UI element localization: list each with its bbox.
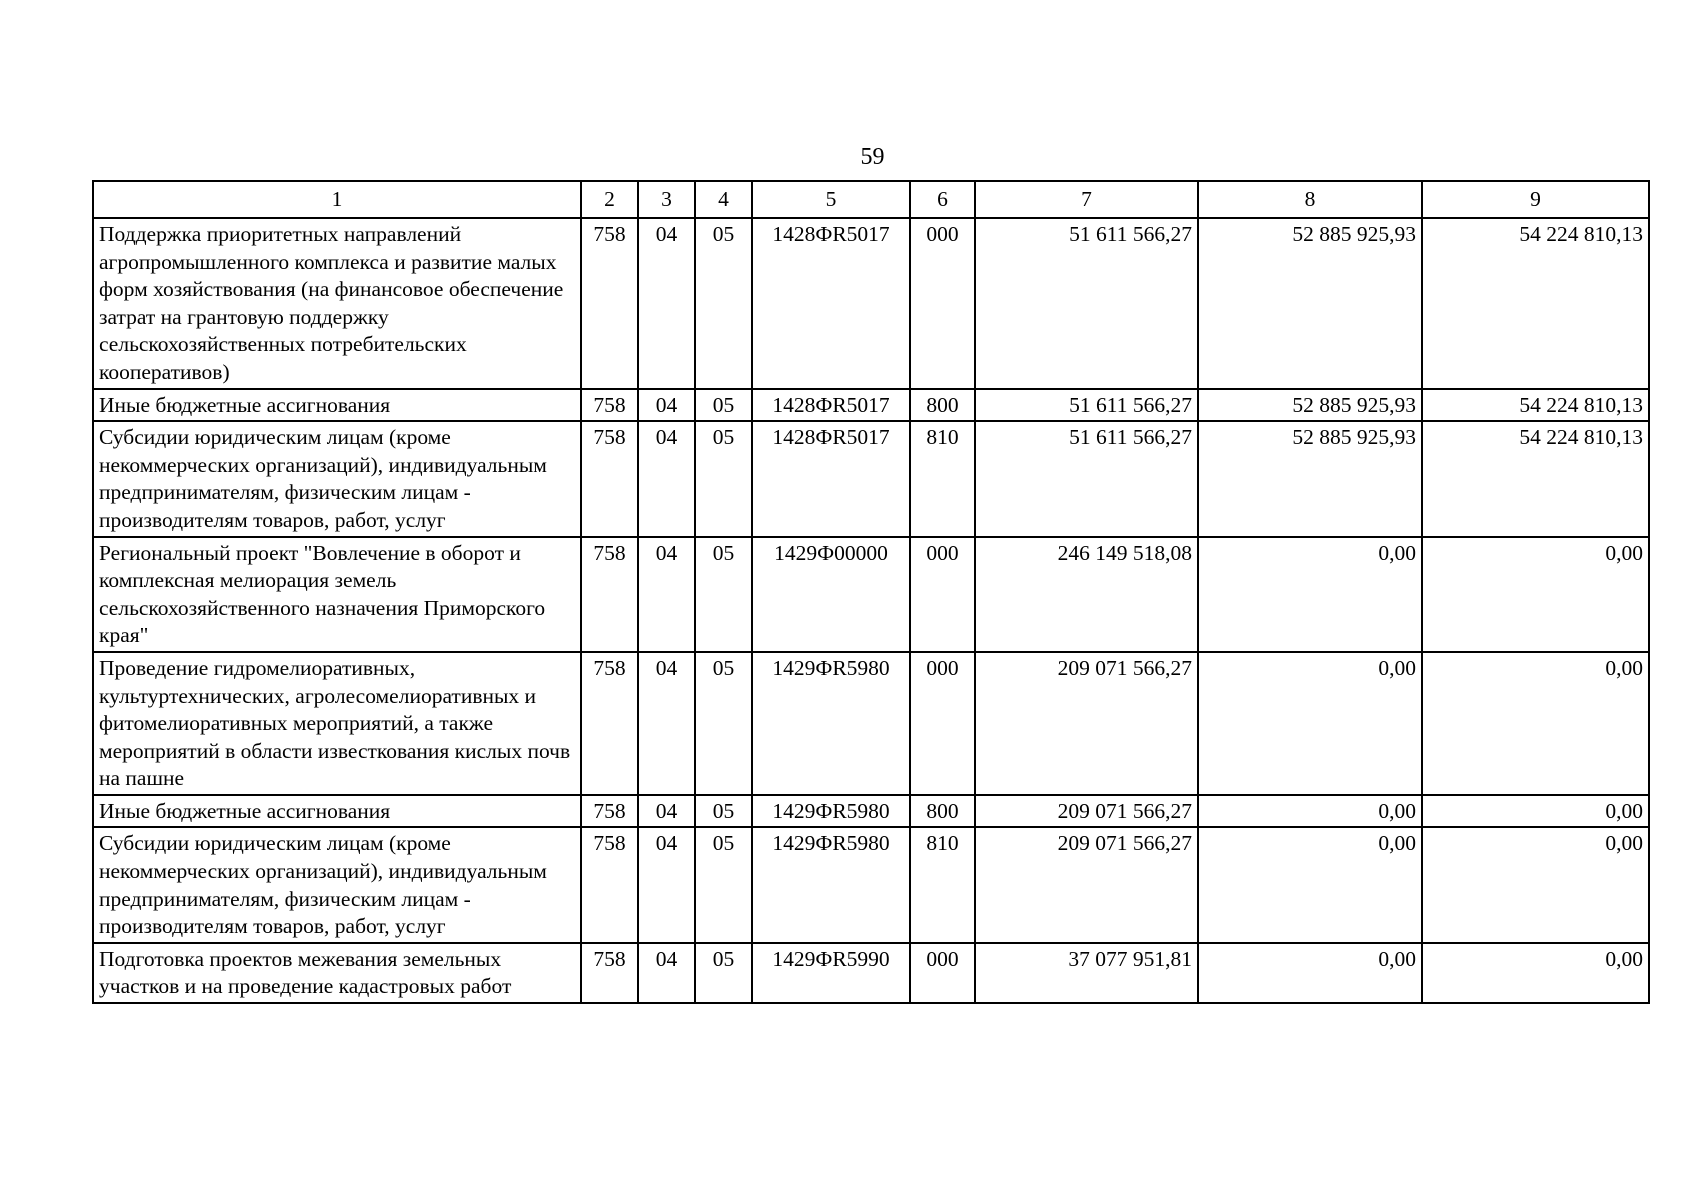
row-name: Иные бюджетные ассигнования [93, 795, 581, 828]
row-amount-year2: 0,00 [1198, 943, 1422, 1003]
row-amount-year3: 0,00 [1422, 652, 1649, 795]
row-gr: 758 [581, 943, 638, 1003]
row-name: Поддержка приоритетных направлений агропромышленного комплекса и развитие малых форм хозяйствования (на финансовое обеспечение затрат на грантовую поддержку сельскохозяйственных потребительских кооперативов) [93, 218, 581, 389]
row-vr: 000 [910, 218, 975, 389]
row-amount-year2: 52 885 925,93 [1198, 389, 1422, 422]
row-amount-year2: 0,00 [1198, 795, 1422, 828]
row-rz: 04 [638, 389, 695, 422]
column-header: 7 [975, 181, 1198, 218]
row-gr: 758 [581, 389, 638, 422]
row-rz: 04 [638, 795, 695, 828]
row-gr: 758 [581, 652, 638, 795]
row-amount-year2: 52 885 925,93 [1198, 421, 1422, 536]
row-amount-year3: 0,00 [1422, 795, 1649, 828]
column-header: 6 [910, 181, 975, 218]
column-header: 2 [581, 181, 638, 218]
column-header: 5 [752, 181, 910, 218]
row-amount-year3: 54 224 810,13 [1422, 218, 1649, 389]
table-row [93, 943, 1649, 1003]
row-amount-year2: 0,00 [1198, 537, 1422, 652]
row-amount-year1: 51 611 566,27 [975, 389, 1198, 422]
table-row [93, 218, 1649, 389]
page-number: 59 [860, 144, 885, 170]
column-header: 8 [1198, 181, 1422, 218]
row-pr: 05 [695, 218, 752, 389]
row-csr: 1429ФR5980 [752, 827, 910, 942]
row-rz: 04 [638, 421, 695, 536]
row-amount-year1: 209 071 566,27 [975, 652, 1198, 795]
row-vr: 000 [910, 537, 975, 652]
row-pr: 05 [695, 943, 752, 1003]
row-gr: 758 [581, 827, 638, 942]
budget-table [92, 180, 1650, 1004]
row-vr: 800 [910, 795, 975, 828]
row-amount-year2: 0,00 [1198, 652, 1422, 795]
row-gr: 758 [581, 795, 638, 828]
row-csr: 1428ФR5017 [752, 218, 910, 389]
column-header: 1 [93, 181, 581, 218]
row-amount-year3: 0,00 [1422, 537, 1649, 652]
table-row [93, 389, 1649, 422]
row-pr: 05 [695, 537, 752, 652]
row-name: Региональный проект "Вовлечение в оборот и комплексная мелиорация земель сельскохозяйственного назначения Приморского края" [93, 537, 581, 652]
row-vr: 000 [910, 652, 975, 795]
row-vr: 810 [910, 421, 975, 536]
row-pr: 05 [695, 652, 752, 795]
row-gr: 758 [581, 421, 638, 536]
row-name: Иные бюджетные ассигнования [93, 389, 581, 422]
table-row [93, 652, 1649, 795]
row-amount-year1: 209 071 566,27 [975, 795, 1198, 828]
row-amount-year3: 0,00 [1422, 827, 1649, 942]
row-amount-year3: 54 224 810,13 [1422, 389, 1649, 422]
row-csr: 1429ФR5990 [752, 943, 910, 1003]
column-header: 9 [1422, 181, 1649, 218]
column-header: 4 [695, 181, 752, 218]
row-pr: 05 [695, 795, 752, 828]
row-vr: 810 [910, 827, 975, 942]
row-pr: 05 [695, 827, 752, 942]
row-amount-year1: 37 077 951,81 [975, 943, 1198, 1003]
row-amount-year1: 51 611 566,27 [975, 218, 1198, 389]
table-row [93, 537, 1649, 652]
row-name: Подготовка проектов межевания земельных участков и на проведение кадастровых работ [93, 943, 581, 1003]
row-name: Проведение гидромелиоративных, культуртехнических, агролесомелиоративных и фитомелиоративных мероприятий, а также мероприятий в области известкования кислых почв на пашне [93, 652, 581, 795]
row-amount-year2: 52 885 925,93 [1198, 218, 1422, 389]
row-pr: 05 [695, 389, 752, 422]
row-amount-year1: 209 071 566,27 [975, 827, 1198, 942]
row-vr: 000 [910, 943, 975, 1003]
header-row [93, 181, 1649, 218]
row-rz: 04 [638, 218, 695, 389]
row-name: Субсидии юридическим лицам (кроме некоммерческих организаций), индивидуальным предпринимателям, физическим лицам - производителям товаров, работ, услуг [93, 421, 581, 536]
row-gr: 758 [581, 218, 638, 389]
row-amount-year3: 0,00 [1422, 943, 1649, 1003]
row-amount-year1: 51 611 566,27 [975, 421, 1198, 536]
column-header: 3 [638, 181, 695, 218]
row-csr: 1429ФR5980 [752, 795, 910, 828]
table-row [93, 827, 1649, 942]
row-pr: 05 [695, 421, 752, 536]
row-csr: 1428ФR5017 [752, 421, 910, 536]
row-csr: 1429ФR5980 [752, 652, 910, 795]
row-rz: 04 [638, 537, 695, 652]
row-name: Субсидии юридическим лицам (кроме некоммерческих организаций), индивидуальным предпринимателям, физическим лицам - производителям товаров, работ, услуг [93, 827, 581, 942]
row-amount-year2: 0,00 [1198, 827, 1422, 942]
row-amount-year1: 246 149 518,08 [975, 537, 1198, 652]
row-gr: 758 [581, 537, 638, 652]
row-vr: 800 [910, 389, 975, 422]
table-row [93, 795, 1649, 828]
row-rz: 04 [638, 827, 695, 942]
row-csr: 1428ФR5017 [752, 389, 910, 422]
row-rz: 04 [638, 652, 695, 795]
row-rz: 04 [638, 943, 695, 1003]
table-row [93, 421, 1649, 536]
row-amount-year3: 54 224 810,13 [1422, 421, 1649, 536]
row-csr: 1429Ф00000 [752, 537, 910, 652]
